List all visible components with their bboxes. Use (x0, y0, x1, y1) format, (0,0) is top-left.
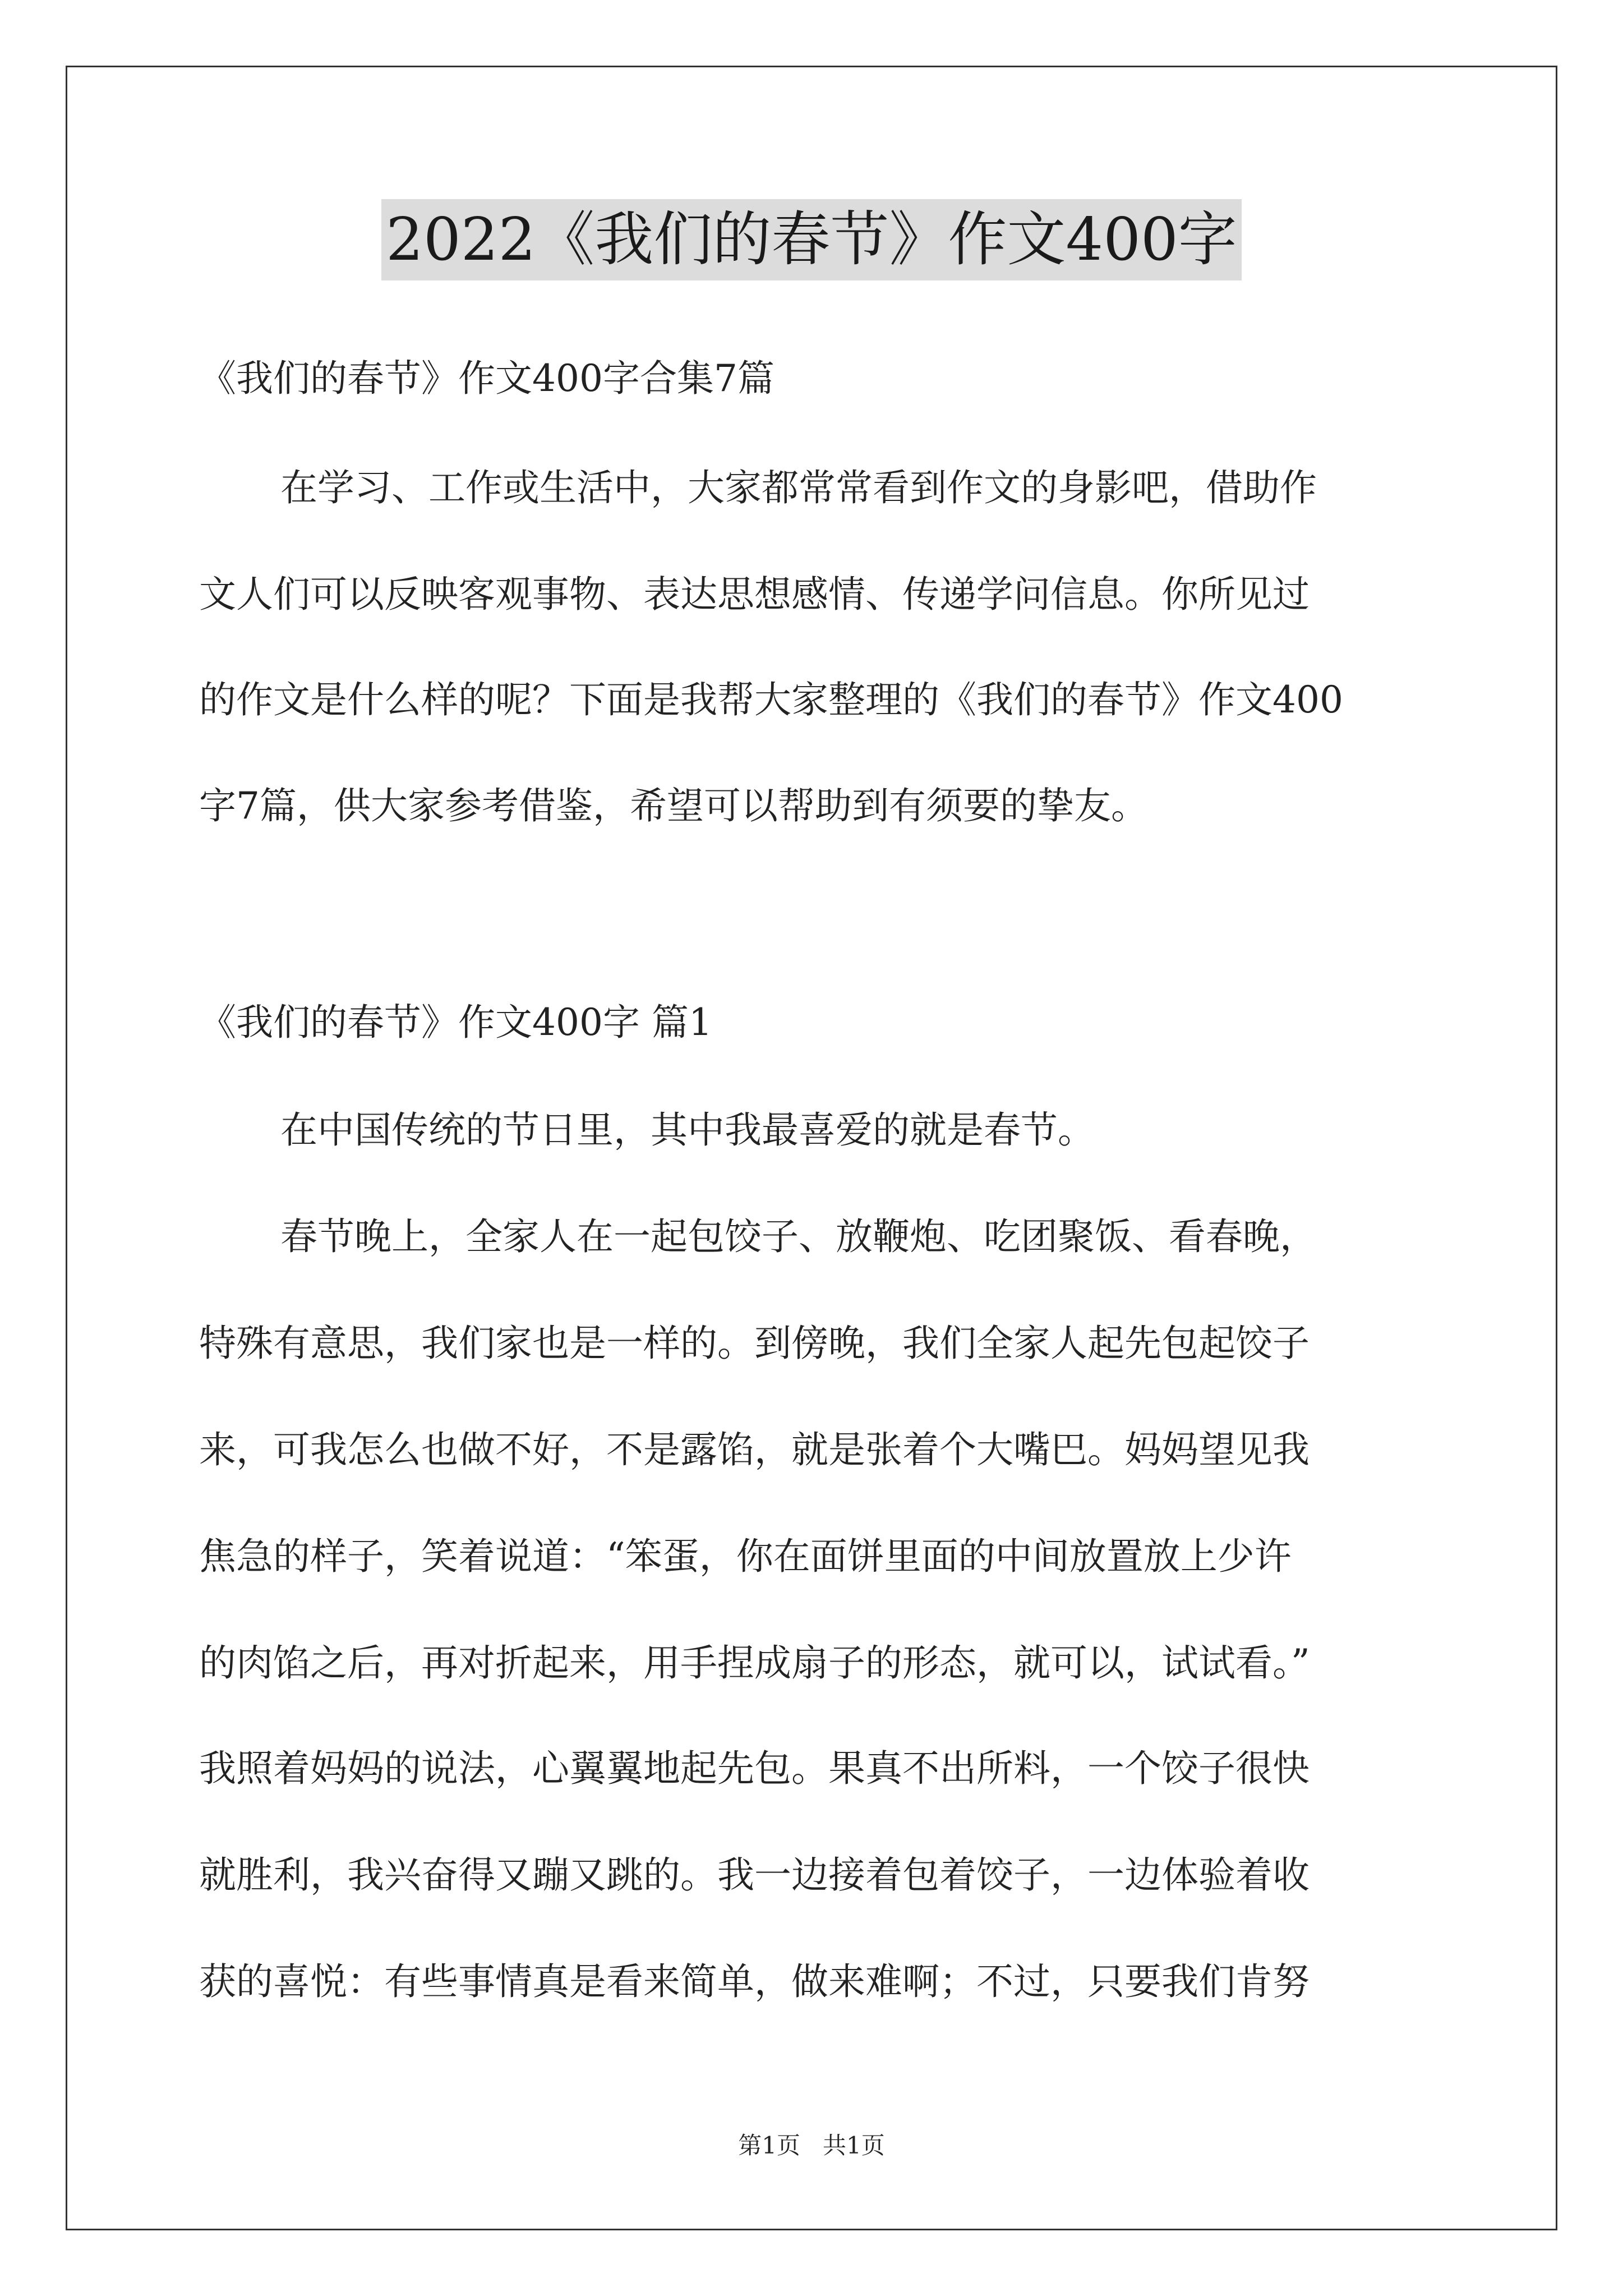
section-heading: 《我们的春节》作文400字 篇1 (199, 1001, 712, 1044)
document-subtitle: 《我们的春节》作文400字合集7篇 (199, 357, 774, 400)
intro-line: 的作文是什么样的呢？下面是我帮大家整理的《我们的春节》作文400 (199, 678, 1343, 721)
page-footer: 第1页 共1页 (738, 2132, 885, 2159)
document-title: 2022《我们的春节》作文400字 (381, 199, 1242, 280)
title-container (0, 199, 1623, 280)
body-paragraph-1: 在中国传统的节日里，其中我最喜爱的就是春节。 (280, 1108, 1095, 1152)
intro-line: 文人们可以反映客观事物、表达思想感情、传递学问信息。你所见过 (199, 573, 1310, 616)
body-line: 的肉馅之后，再对折起来，用手捏成扇子的形态，就可以，试试看。” (199, 1641, 1310, 1685)
intro-line: 在学习、工作或生活中，大家都常常看到作文的身影吧，借助作 (280, 466, 1317, 509)
intro-line: 字7篇，供大家参考借鉴，希望可以帮助到有须要的挚友。 (199, 784, 1148, 827)
body-line: 特殊有意思，我们家也是一样的。到傍晚，我们全家人起先包起饺子 (199, 1322, 1310, 1365)
body-line: 焦急的样子，笑着说道：“笨蛋，你在面饼里面的中间放置放上少许 (199, 1535, 1292, 1578)
body-line: 就胜利，我兴奋得又蹦又跳的。我一边接着包着饺子，一边体验着收 (199, 1853, 1310, 1897)
body-line: 来，可我怎么也做不好，不是露馅，就是张着个大嘴巴。妈妈望见我 (199, 1428, 1310, 1471)
body-line: 春节晚上，全家人在一起包饺子、放鞭炮、吃团聚饭、看春晚， (280, 1215, 1317, 1258)
body-line: 获的喜悦：有些事情真是看来简单，做来难啊；不过，只要我们肯努 (199, 1960, 1310, 2003)
body-line: 我照着妈妈的说法，心翼翼地起先包。果真不出所料，一个饺子很快 (199, 1747, 1310, 1790)
